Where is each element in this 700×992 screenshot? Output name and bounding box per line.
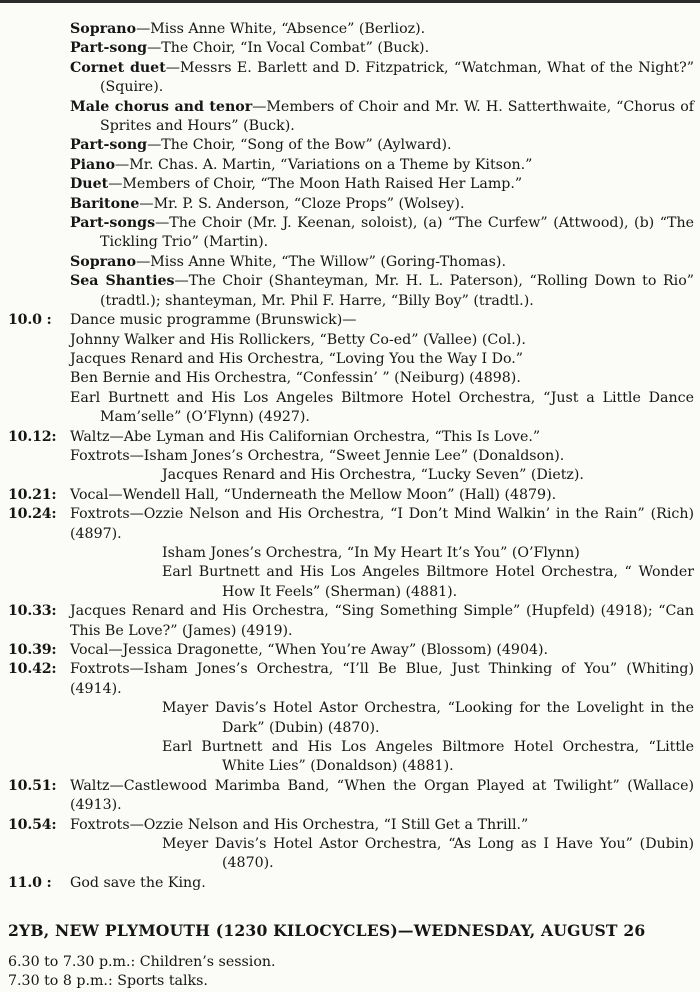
- entry-line: [70, 816, 694, 835]
- entry-line: [70, 699, 694, 738]
- entry-line: [70, 156, 694, 175]
- schedule: [8, 953, 694, 992]
- entry-text: Foxtrots—Isham Jones’s Orchestra, “I’ll Be Blue, Just Thinking of You” (Whiting) (4914).: [70, 661, 694, 697]
- entry-time: 11.0 :: [8, 874, 52, 891]
- entry-text: Isham Jones’s Orchestra, “In My Heart It’s You” (O’Flynn): [162, 544, 580, 561]
- schedule-item: 7.30 to 8 p.m.: Sports talks.: [8, 973, 208, 990]
- entry-line: [70, 738, 694, 777]
- entry-text: Mayer Davis’s Hotel Astor Orchestra, “Looking for the Lovelight in the Dark” (Dubin) (4870).: [162, 700, 694, 736]
- entry-time: 10.24:: [8, 506, 57, 523]
- program-entry: [8, 816, 694, 874]
- entry-label: Part-song: [70, 40, 148, 57]
- entry-text: —Mr. P. S. Anderson, “Cloze Props” (Wolsey).: [139, 195, 465, 212]
- entry-text: Foxtrots—Ozzie Nelson and His Orchestra, “I Don’t Mind Walkin’ in the Rain” (Rich) (4897).: [70, 506, 694, 542]
- program-entry: [8, 59, 694, 98]
- entry-label: Soprano: [70, 253, 137, 270]
- entry-line: [70, 777, 694, 816]
- entry-time: 10.21:: [8, 486, 57, 503]
- program-listing: [8, 20, 694, 992]
- entry-text: Foxtrots—Ozzie Nelson and His Orchestra, “I Still Get a Thrill.”: [70, 816, 529, 833]
- top-rule: [0, 0, 700, 3]
- entry-time: 10.0 :: [8, 312, 52, 329]
- entry-time: 10.12:: [8, 428, 57, 445]
- entry-label: Part-song: [70, 137, 148, 154]
- entry-line: [70, 466, 694, 485]
- entry-line: [70, 39, 694, 58]
- entry-line: [70, 486, 694, 505]
- program-entry: [8, 602, 694, 641]
- entry-text: —Miss Anne White, “The Willow” (Goring-Thomas).: [136, 253, 506, 270]
- entry-text: Johnny Walker and His Rollickers, “Betty Co-ed” (Vallee) (Col.).: [70, 331, 526, 348]
- entry-text: Earl Burtnett and His Los Angeles Biltmore Hotel Orchestra, “Just a Little Dance Mam’selle” (O’Flynn) (4927).: [70, 389, 694, 426]
- program-entries: [8, 20, 694, 893]
- program-entry: [8, 428, 694, 486]
- entry-label: Part-songs: [70, 215, 156, 232]
- entry-text: —The Choir, “Song of the Bow” (Aylward).: [147, 137, 452, 154]
- section-spacer: [8, 893, 694, 911]
- entry-line: [70, 544, 694, 563]
- entry-line: [70, 389, 694, 428]
- entry-label: Male chorus and tenor: [70, 98, 253, 115]
- entry-text: —The Choir (Mr. J. Keenan, soloist), (a) “The Curfew” (Attwood), (b) “The Tickling Trio” (Martin).: [100, 215, 694, 251]
- program-entry: [8, 175, 694, 194]
- entry-line: [70, 311, 694, 330]
- program-entry: [8, 272, 694, 311]
- entry-line: [70, 214, 694, 253]
- entry-text: —Miss Anne White, “Absence” (Berlioz).: [136, 21, 426, 37]
- entry-text: —Mr. Chas. A. Martin, “Variations on a Theme by Kitson.”: [115, 156, 533, 173]
- entry-line: [70, 602, 694, 641]
- entry-line: [70, 59, 694, 98]
- program-entry: [8, 195, 694, 214]
- entry-text: —The Choir (Shanteyman, Mr. H. L. Paterson), “Rolling Down to Rio” (tradtl.); shanteyman, Mr. Phil F. Harre, “Billy Boy” (tradtl.).: [100, 273, 694, 309]
- program-entry: [8, 136, 694, 155]
- entry-line: [70, 175, 694, 194]
- entry-label: Baritone: [70, 195, 140, 212]
- entry-line: [70, 369, 694, 388]
- program-entry: [8, 253, 694, 272]
- entry-text: Vocal—Wendell Hall, “Underneath the Mellow Moon” (Hall) (4879).: [70, 486, 557, 503]
- entry-time: 10.39:: [8, 642, 57, 658]
- entry-text: Foxtrots—Isham Jones’s Orchestra, “Sweet Jennie Lee” (Donaldson).: [70, 447, 565, 464]
- program-entry: [8, 486, 694, 505]
- entry-line: [70, 20, 694, 39]
- program-entry: [8, 156, 694, 175]
- program-entry: [8, 39, 694, 58]
- entry-line: [70, 563, 694, 602]
- program-entry: [8, 777, 694, 816]
- entry-text: Jacques Renard and His Orchestra, “Loving You the Way I Do.”: [70, 350, 524, 367]
- entry-line: [70, 136, 694, 155]
- entry-text: —The Choir, “In Vocal Combat” (Buck).: [147, 40, 430, 57]
- entry-line: [70, 874, 694, 893]
- entry-line: [70, 350, 694, 369]
- entry-time: 10.33:: [8, 603, 57, 620]
- program-entry: [8, 214, 694, 253]
- entry-time: 10.54:: [8, 816, 57, 833]
- entry-label: Sea Shanties: [70, 273, 175, 290]
- entry-label: Piano: [70, 156, 116, 173]
- entry-text: Jacques Renard and His Orchestra, “Lucky Seven” (Dietz).: [162, 467, 584, 484]
- entry-text: Meyer Davis’s Hotel Astor Orchestra, “As Long as I Have You” (Dubin) (4870).: [162, 836, 694, 872]
- entry-time: 10.42:: [8, 661, 57, 678]
- entry-text: Earl Burtnett and His Los Angeles Biltmore Hotel Orchestra, “ Wonder How It Feels” (Sherman) (4881).: [162, 564, 694, 600]
- program-entry: [8, 311, 694, 427]
- schedule-item: 6.30 to 7.30 p.m.: Children’s session.: [8, 953, 276, 970]
- entry-time: 10.51:: [8, 777, 57, 794]
- program-entry: [8, 874, 694, 893]
- entry-text: Waltz—Castlewood Marimba Band, “When the Organ Played at Twilight” (Wallace) (4913).: [70, 777, 694, 814]
- entry-text: Vocal—Jessica Dragonette, “When You’re Away” (Blossom) (4904).: [70, 642, 549, 658]
- station-heading: 2YB, NEW PLYMOUTH (1230 KILOCYCLES)—WEDNESDAY, AUGUST 26: [8, 921, 646, 941]
- entry-text: —Members of Choir and Mr. W. H. Satterthwaite, “Chorus of Sprites and Hours” (Buck).: [100, 98, 694, 135]
- program-entry: [8, 641, 694, 660]
- entry-text: —Members of Choir, “The Moon Hath Raised Her Lamp.”: [108, 176, 523, 193]
- entry-line: [70, 641, 694, 660]
- program-entry: [8, 505, 694, 602]
- program-entry: [8, 20, 694, 39]
- entry-label: Soprano: [70, 21, 137, 37]
- entry-line: [70, 835, 694, 874]
- entry-line: [70, 98, 694, 137]
- entry-text: Dance music programme (Brunswick)—: [70, 312, 357, 329]
- entry-text: Ben Bernie and His Orchestra, “Confessin’ ” (Neiburg) (4898).: [70, 370, 521, 387]
- program-entry: [8, 98, 694, 137]
- entry-text: God save the King.: [70, 874, 206, 891]
- entry-text: Jacques Renard and His Orchestra, “Sing Something Simple” (Hupfeld) (4918); “Can This Be Love?” (James) (4919).: [70, 603, 694, 639]
- entry-line: [70, 505, 694, 544]
- entry-text: —Messrs E. Barlett and D. Fitzpatrick, “Watchman, What of the Night?” (Squire).: [100, 59, 694, 96]
- entry-line: [70, 253, 694, 272]
- entry-line: [70, 272, 694, 311]
- entry-label: Cornet duet: [70, 59, 166, 76]
- entry-line: [70, 195, 694, 214]
- entry-label: Duet: [70, 176, 109, 193]
- entry-line: [70, 447, 694, 466]
- entry-line: [70, 331, 694, 350]
- entry-line: [70, 660, 694, 699]
- entry-text: Waltz—Abe Lyman and His Californian Orchestra, “This Is Love.”: [70, 428, 541, 445]
- entry-text: Earl Burtnett and His Los Angeles Biltmore Hotel Orchestra, “Little White Lies” (Donaldson) (4881).: [162, 739, 694, 775]
- program-entry: [8, 660, 694, 776]
- entry-line: [70, 428, 694, 447]
